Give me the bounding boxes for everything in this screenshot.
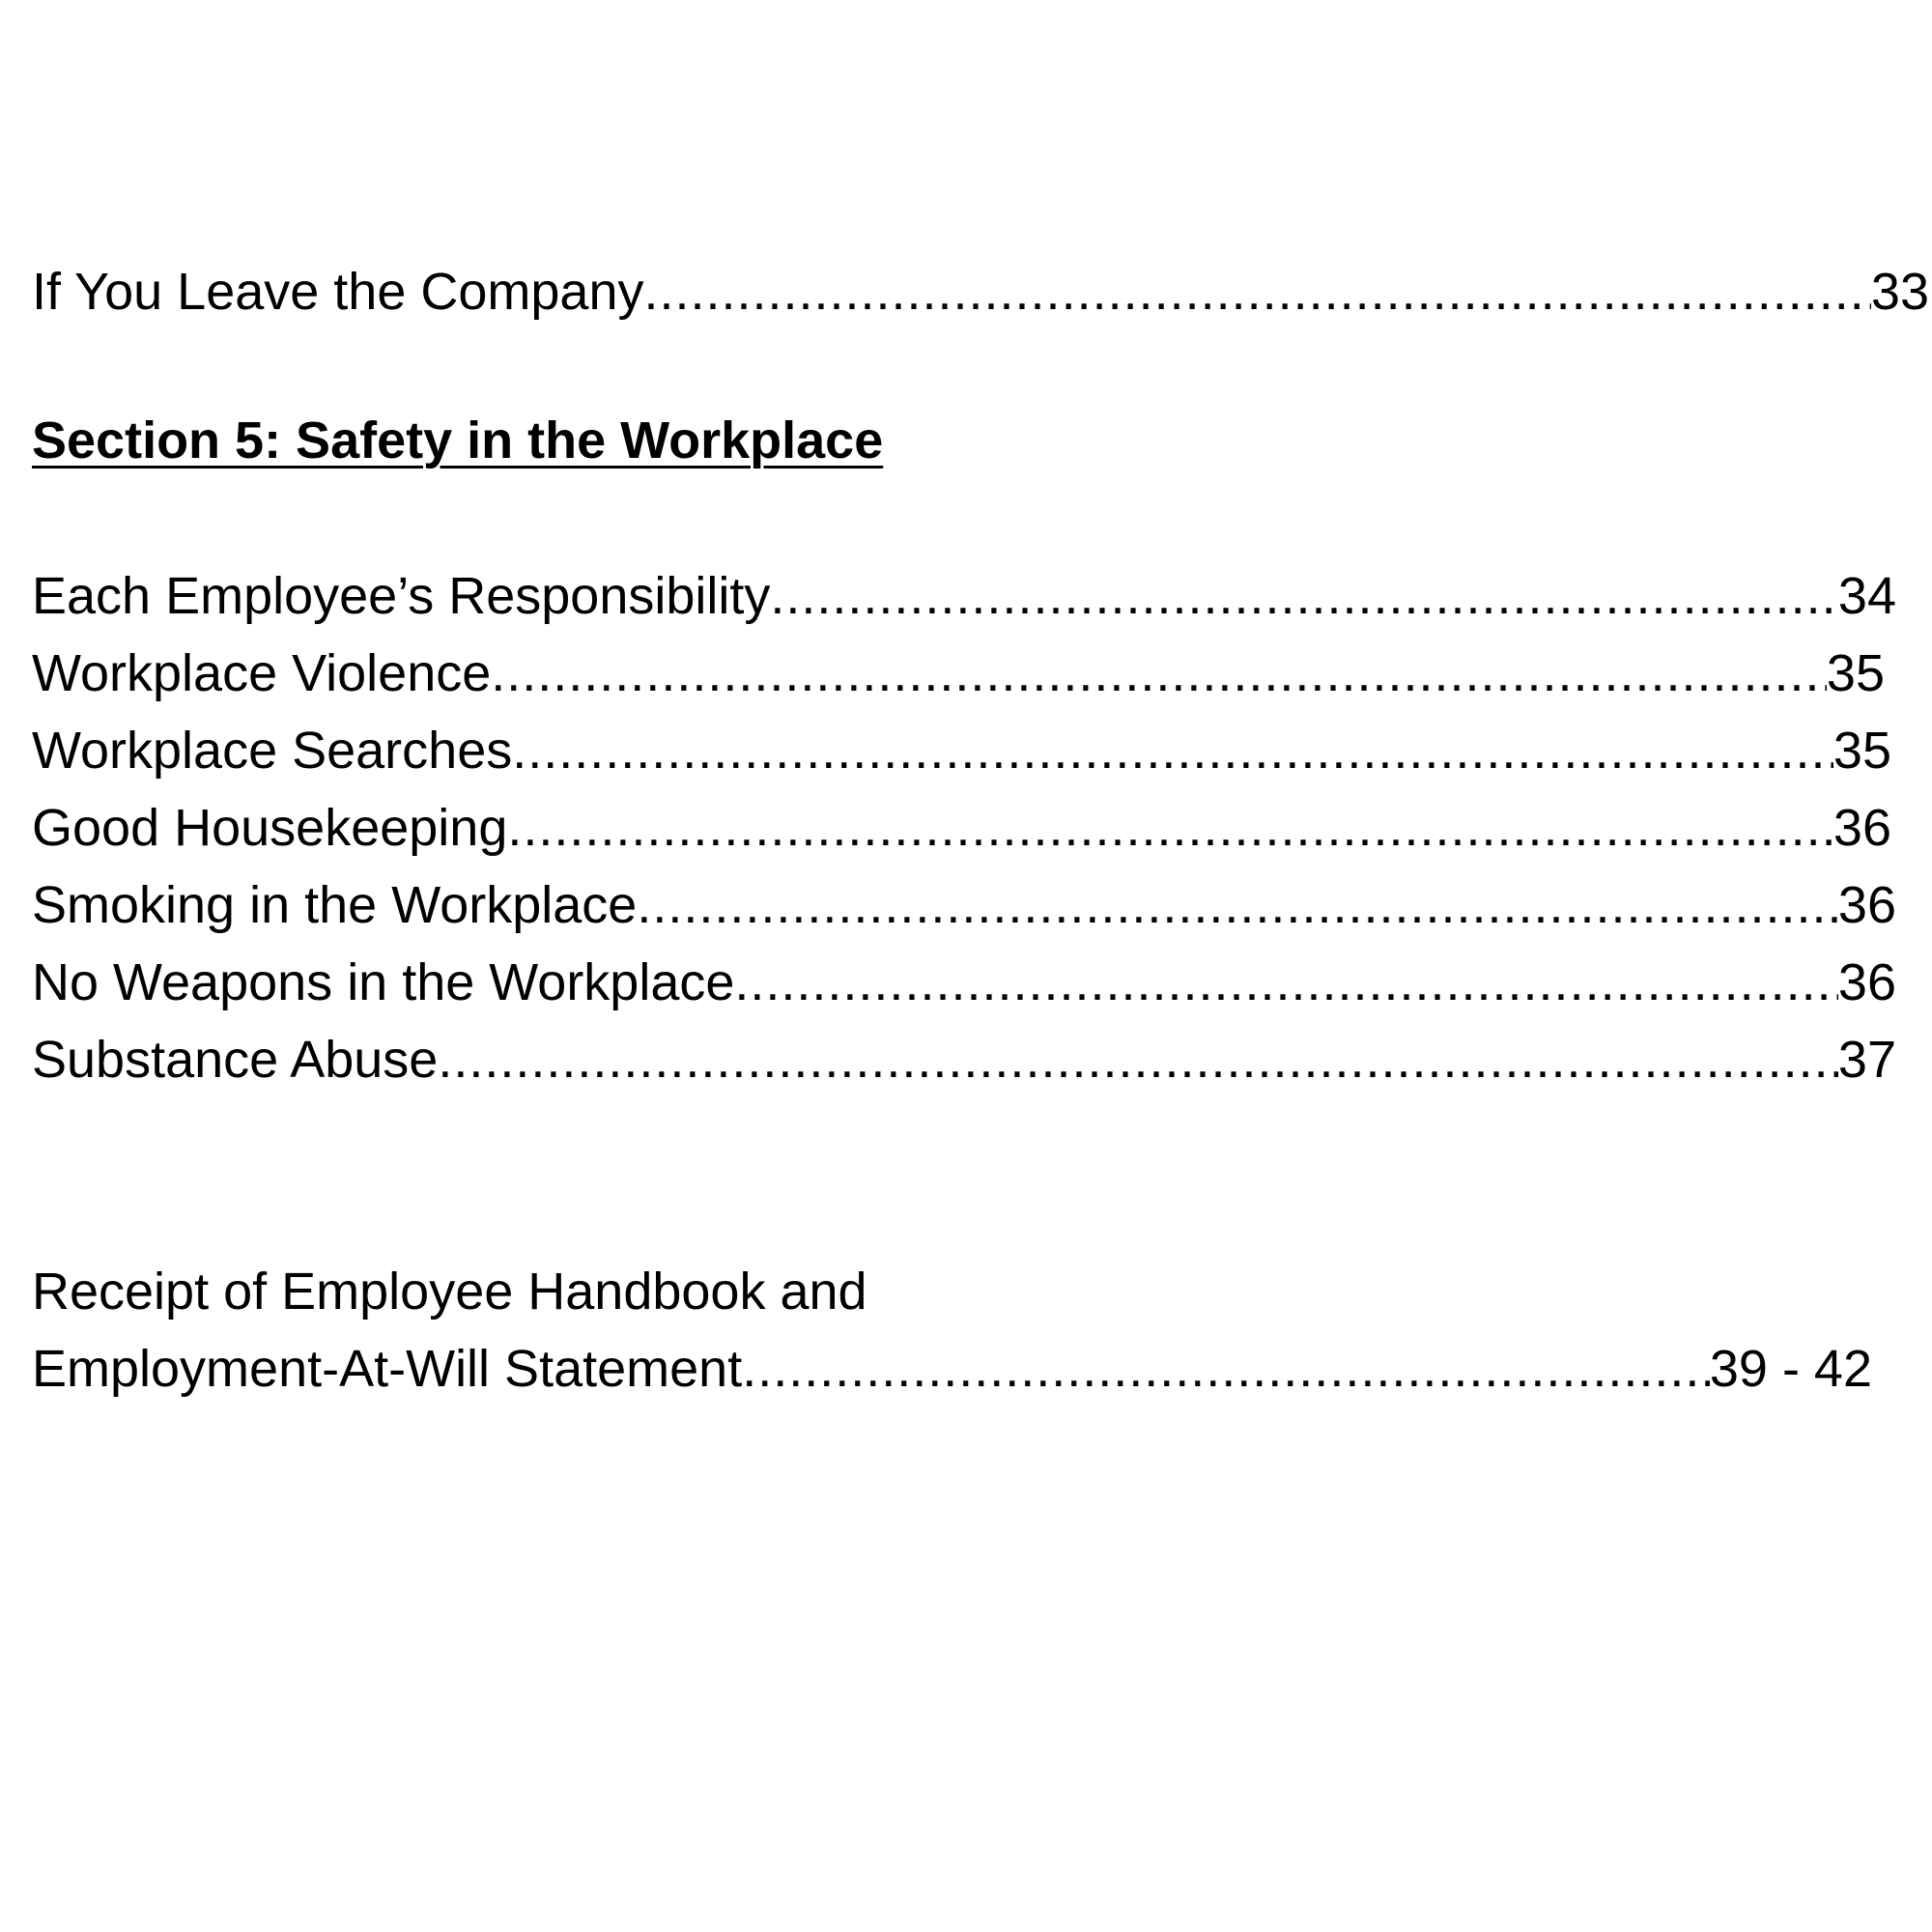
toc-entry-smoking [32, 874, 1896, 936]
toc-entry-title: Substance Abuse [32, 1031, 439, 1089]
toc-dot-leader [643, 261, 1870, 323]
toc-entry-receipt-line2 [32, 1338, 1872, 1400]
toc-entry-page: 35 [1826, 644, 1885, 702]
toc-entry-title: Smoking in the Workplace [32, 876, 638, 934]
toc-dot-leader [507, 797, 1833, 859]
toc-entry-page: 37 [1837, 1031, 1896, 1089]
toc-entry-employee-responsibility [32, 565, 1896, 627]
toc-entry-good-housekeeping [32, 797, 1891, 859]
toc-entry-title: If You Leave the Company [32, 263, 644, 321]
toc-entry-page: 39 - 42 [1709, 1340, 1872, 1398]
toc-entry-page: 36 [1833, 799, 1891, 857]
toc-dot-leader [734, 952, 1838, 1013]
section-heading: Section 5: Safety in the Workplace [32, 412, 884, 469]
toc-entry-no-weapons [32, 952, 1896, 1013]
toc-entry-title: Good Housekeeping [32, 799, 508, 857]
toc-entry-title: No Weapons in the Workplace [32, 953, 735, 1011]
toc-dot-leader [438, 1029, 1838, 1091]
toc-entry-page: 36 [1837, 953, 1896, 1011]
toc-entry-title: Workplace Violence [32, 644, 492, 702]
toc-entry-page: 34 [1837, 567, 1896, 625]
toc-entry-title: Employment-At-Will Statement [32, 1340, 743, 1398]
toc-entry-page: 33 [1870, 263, 1929, 321]
toc-entry-leave-company [32, 261, 1929, 323]
toc-entry-receipt-line1: Receipt of Employee Handbook and [32, 1263, 867, 1321]
toc-entry-workplace-violence [32, 642, 1885, 704]
toc-dot-leader [491, 642, 1827, 704]
toc-dot-leader [742, 1338, 1710, 1400]
toc-dot-leader [637, 874, 1838, 936]
toc-entry-workplace-searches [32, 720, 1891, 781]
toc-entry-page: 35 [1833, 722, 1891, 780]
toc-dot-leader [770, 565, 1838, 627]
toc-entry-title: Each Employee’s Responsibility [32, 567, 771, 625]
toc-entry-page: 36 [1837, 876, 1896, 934]
toc-entry-title: Workplace Searches [32, 722, 513, 780]
toc-dot-leader [512, 720, 1833, 781]
toc-entry-substance-abuse [32, 1029, 1896, 1091]
